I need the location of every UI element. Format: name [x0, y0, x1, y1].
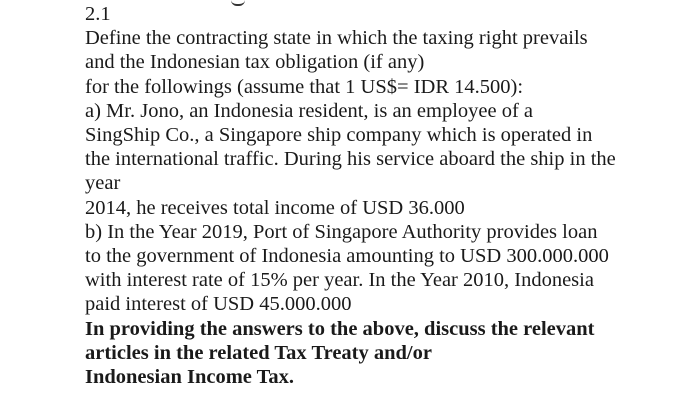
item-a — [85, 99, 685, 220]
item-b-line: with interest rate of 15% per year. In the Year 2010, Indonesia — [85, 269, 594, 292]
intro-line: for the followings (assume that 1 US$= IDR 14.500): — [85, 75, 524, 98]
instruction-line: In providing the answers to the above, discuss the relevant — [85, 317, 595, 340]
item-b-line: b) In the Year 2019, Port of Singapore Authority provides loan — [85, 220, 598, 243]
question-text — [85, 0, 685, 389]
item-b-line: to the government of Indonesia amounting to USD 300.000.000 — [85, 245, 609, 268]
item-a-line: year — [85, 172, 121, 195]
question-intro — [85, 26, 685, 99]
item-b-line: paid interest of USD 45.000.000 — [85, 293, 352, 316]
answer-instructions — [85, 317, 685, 390]
item-a-line: SingShip Co., a Singapore ship company which is operated in — [85, 124, 593, 147]
item-a-line: the international traffic. During his service aboard the ship in the — [85, 148, 616, 171]
item-a-line: a) Mr. Jono, an Indonesia resident, is an employee of a — [85, 99, 534, 122]
intro-line: and the Indonesian tax obligation (if any) — [85, 51, 425, 74]
item-a-line: 2014, he receives total income of USD 36.000 — [85, 196, 465, 219]
section-number: 2.1 — [85, 3, 111, 25]
instruction-line: Indonesian Income Tax. — [85, 366, 295, 389]
instruction-line: articles in the related Tax Treaty and/or — [85, 341, 432, 364]
item-b — [85, 220, 685, 317]
intro-line: Define the contracting state in which the taxing right prevails — [85, 27, 588, 50]
